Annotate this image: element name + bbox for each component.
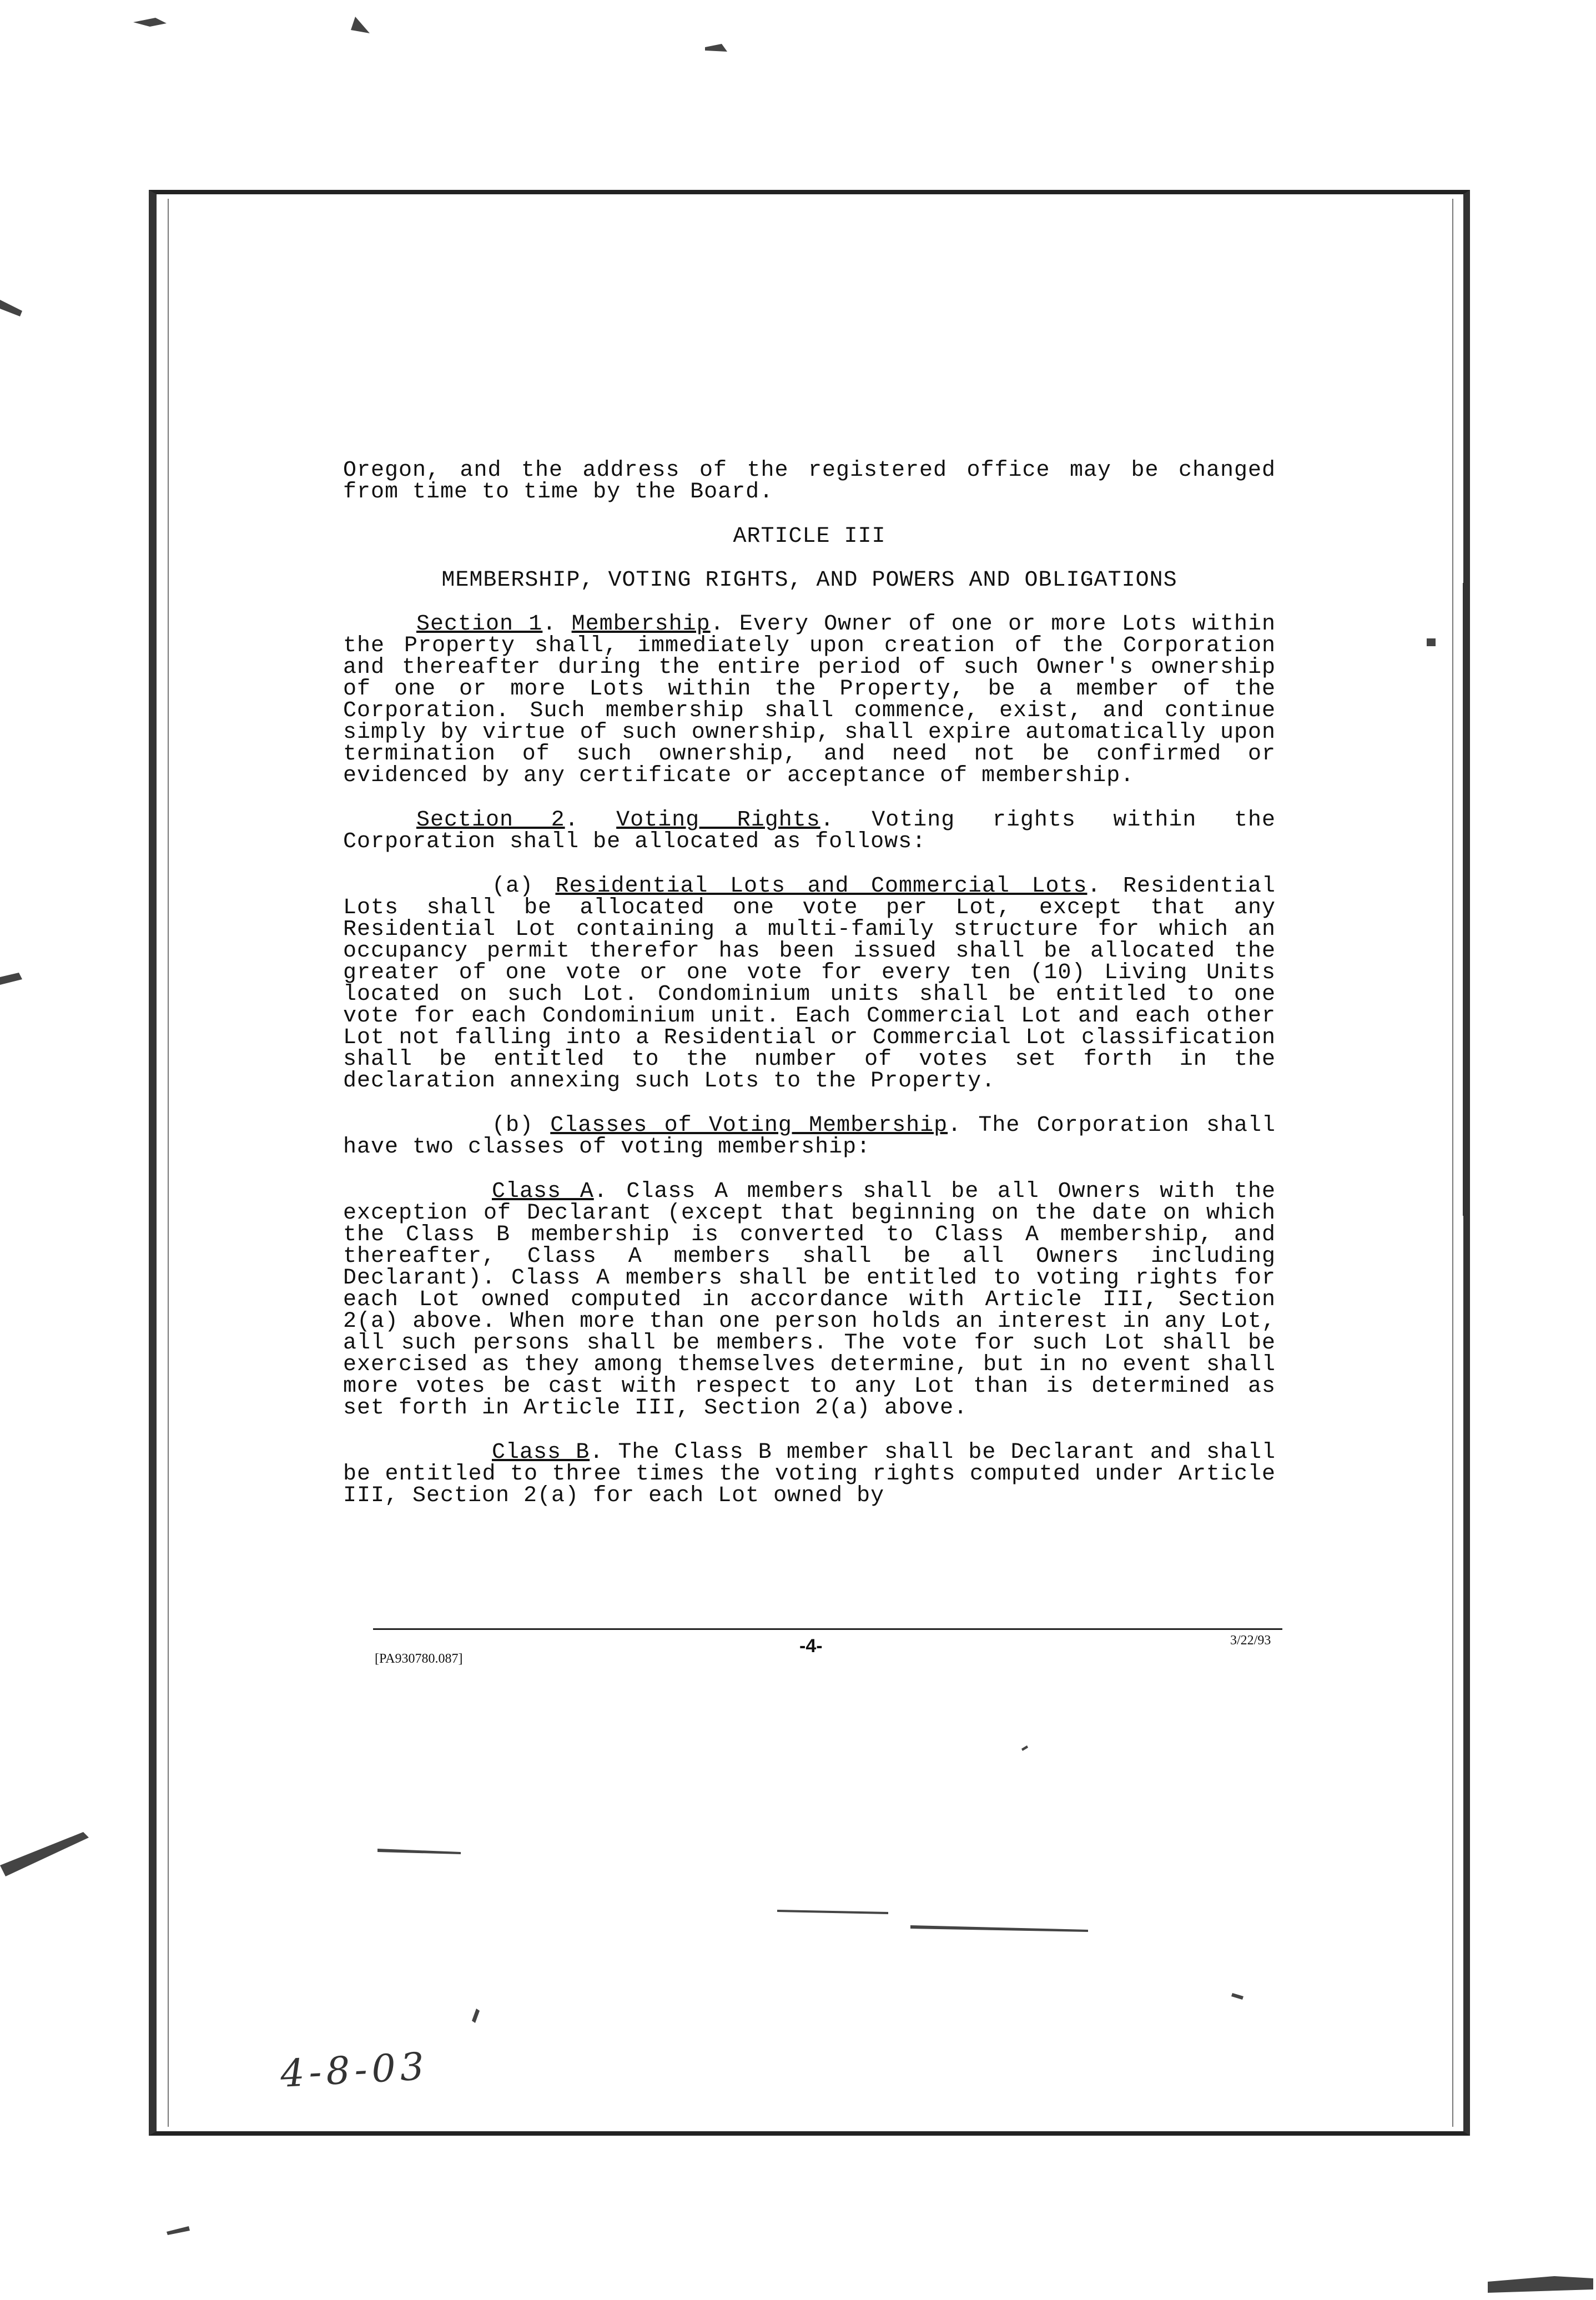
section-2-title: Voting Rights: [616, 808, 820, 833]
section-1-paragraph: Section 1. Membership. Every Owner of one or more Lots within the Property shall, immediately upon creation of the Corporation and thereafter during the entire period of such Owner's ownership of one or more Lots within the Property, be a member of the Corporation. Such membership shall commence, exist, and continue simply by virtue of such ownership, shall expire automatically upon termination of such ownership, and need not be confirmed or evidenced by any certificate or acceptance of membership.: [343, 612, 1276, 788]
section-1-body: Every Owner of one or more Lots within the Property shall, immediately upon creation of the Corporation and thereafter during the entire period of such Owner's ownership of one or more Lots within the Property, be a member of the Corporation. Such membership shall commence, exist, and continue simply by virtue of such ownership, shall expire automatically upon termination of such ownership, and need not be confirmed or evidenced by any certificate or acceptance of membership.: [343, 612, 1276, 788]
class-b-title: Class B: [492, 1440, 590, 1465]
subsection-a-title: Residential Lots and Commercial Lots: [555, 874, 1088, 899]
subsection-b-paragraph: (b) Classes of Voting Membership. The Corporation shall have two classes of voting membership:: [343, 1113, 1276, 1160]
subsection-b-body: The Corporation shall have two classes of voting membership:: [343, 1113, 1276, 1160]
handwritten-date-note: 4-8-03: [279, 2045, 430, 2096]
scan-speck: [1488, 2276, 1593, 2293]
subsection-a-paragraph: (a) Residential Lots and Commercial Lots. Residential Lots shall be allocated one vote per Lot, except that any Residential Lot containing a multi-family structure for which an occupancy permit therefor has been issued shall be allocated the greater of one vote or one vote for every ten (10) Living Units located on such Lot. Condominium units shall be entitled to one vote for each Condominium unit. Each Commercial Lot and each other Lot not falling into a Residential or Commercial Lot classification shall be entitled to the number of votes set forth in the declaration annexing such Lots to the Property.: [343, 874, 1276, 1094]
subsection-a-body: Residential Lots shall be allocated one vote per Lot, except that any Residential Lot containing a multi-family structure for which an occupancy permit therefor has been issued shall be allocated the greater of one vote or one vote for every ten (10) Living Units located on such Lot. Condominium units shall be entitled to one vote for each Condominium unit. Each Commercial Lot and each other Lot not falling into a Residential or Commercial Lot classification shall be entitled to the number of votes set forth in the declaration annexing such Lots to the Property.: [343, 874, 1276, 1094]
section-2-body: Voting rights within the Corporation shall be allocated as follows:: [343, 808, 1276, 854]
footer-doc-id: [PA930780.087]: [375, 1652, 463, 1666]
class-a-paragraph: Class A. Class A members shall be all Owners with the exception of Declarant (except that beginning on the date on which the Class B membership is converted to Class A membership, and thereafter, Class A members shall be all Owners including Declarant). Class A members shall be entitled to voting rights for each Lot owned computed in accordance with Article III, Section 2(a) above. When more than one person holds an interest in any Lot, all such persons shall be members. The vote for such Lot shall be exercised as they among themselves determine, but in no event shall more votes be cast with respect to any Lot than is determined as set forth in Article III, Section 2(a) above.: [343, 1179, 1276, 1421]
footer-page-number: -4-: [799, 1635, 823, 1657]
footer-rule: [373, 1628, 1282, 1630]
scan-speck: [0, 300, 22, 316]
scan-speck: [167, 2226, 190, 2235]
section-1-label: Section 1: [416, 612, 543, 637]
document-body: [343, 460, 1276, 1529]
scan-speck: [705, 44, 727, 52]
article-title: MEMBERSHIP, VOTING RIGHTS, AND POWERS AND OBLIGATIONS: [441, 568, 1177, 593]
subsection-a-marker: (a): [492, 874, 534, 899]
scan-speck: [133, 18, 167, 27]
scan-speck: [0, 1832, 89, 1876]
footer-date: 3/22/93: [1230, 1633, 1271, 1648]
class-a-body: Class A members shall be all Owners with the exception of Declarant (except that beginning on the date on which the Class B membership is converted to Class A membership, and thereafter, Class A members shall be all Owners including Declarant). Class A members shall be entitled to voting rights for each Lot owned computed in accordance with Article III, Section 2(a) above. When more than one person holds an interest in any Lot, all such persons shall be members. The vote for such Lot shall be exercised as they among themselves determine, but in no event shall more votes be cast with respect to any Lot than is determined as set forth in Article III, Section 2(a) above.: [343, 1179, 1276, 1421]
section-1-title: Membership: [571, 612, 711, 637]
scan-speck: [0, 973, 22, 985]
opening-paragraph: Oregon, and the address of the registered office may be changed from time to time by the Board.: [343, 458, 1276, 505]
class-b-body: The Class B member shall be Declarant and shall be entitled to three times the voting rights computed under Article III, Section 2(a) for each Lot owned by: [343, 1440, 1276, 1508]
class-b-paragraph: Class B. The Class B member shall be Declarant and shall be entitled to three times the voting rights computed under Article III, Section 2(a) for each Lot owned by: [343, 1440, 1276, 1508]
section-2-label: Section 2: [416, 808, 565, 833]
article-heading: ARTICLE III: [733, 524, 886, 549]
class-a-title: Class A: [492, 1179, 594, 1204]
section-2-paragraph: Section 2. Voting Rights. Voting rights within the Corporation shall be allocated as follows:: [343, 808, 1276, 854]
subsection-b-marker: (b): [492, 1113, 534, 1138]
scan-speck: [351, 17, 370, 33]
subsection-b-title: Classes of Voting Membership: [550, 1113, 948, 1138]
